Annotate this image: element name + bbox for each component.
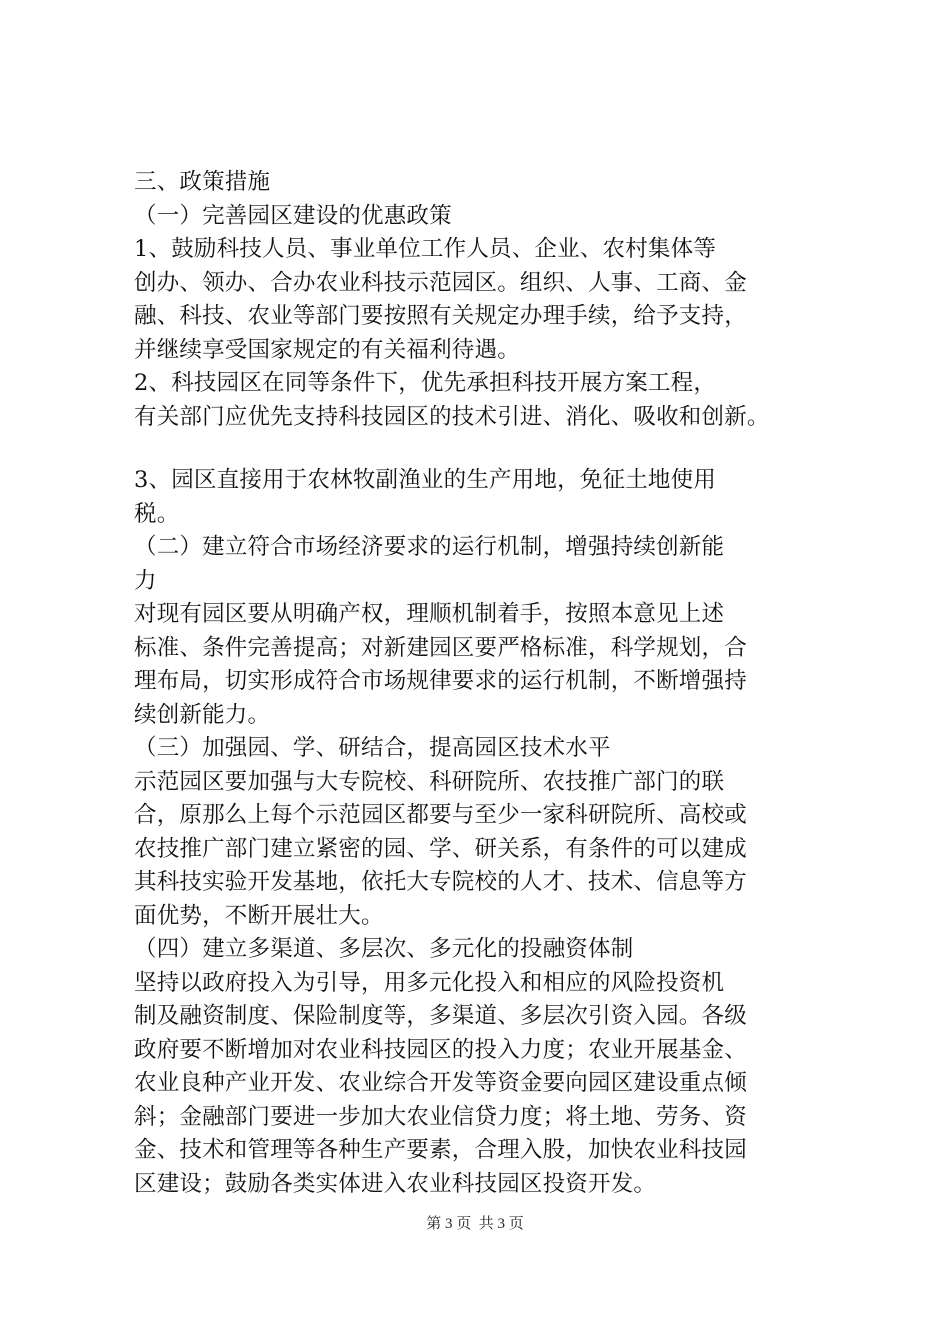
subsection-heading-2-cont: 力: [134, 567, 157, 594]
paragraph-line: 并继续享受国家规定的有关福利待遇。: [134, 336, 520, 363]
paragraph-line: 区建设；鼓励各类实体进入农业科技园区投资开发。: [134, 1170, 657, 1197]
paragraph-line: 有关部门应优先支持科技园区的技术引进、消化、吸收和创新。: [134, 403, 770, 430]
paragraph-line: 1、鼓励科技人员、事业单位工作人员、企业、农村集体等: [134, 236, 717, 262]
page-number-label: 第 3 页 共 3 页: [426, 1216, 524, 1232]
paragraph-line: 标准、条件完善提高；对新建园区要严格标准，科学规划，合: [134, 634, 747, 661]
subsection-heading-4: （四）建立多渠道、多层次、多元化的投融资体制: [134, 936, 634, 962]
paragraph-line: 税。: [134, 500, 180, 527]
paragraph-line: 其科技实验开发基地，依托大专院校的人才、技术、信息等方: [134, 869, 747, 895]
paragraph-line: 面优势，不断开展壮大。: [134, 902, 384, 929]
paragraph-line: 2、科技园区在同等条件下，优先承担科技开展方案工程，: [134, 370, 717, 396]
paragraph-line: 坚持以政府投入为引导，用多元化投入和相应的风险投资机: [134, 969, 725, 996]
subsection-heading-3: （三）加强园、学、研结合，提高园区技术水平: [134, 735, 611, 761]
paragraph-line: 合，原那么上每个示范园区都要与至少一家科研院所、高校或: [134, 802, 747, 828]
section-heading: 三、政策措施: [134, 169, 271, 195]
paragraph-line: 金、技术和管理等各种生产要素，合理入股，加快农业科技园: [134, 1137, 747, 1163]
paragraph-line: 示范园区要加强与大专院校、科研院所、农技推广部门的联: [134, 768, 725, 795]
subsection-heading-1: （一）完善园区建设的优惠政策: [134, 202, 452, 229]
paragraph-line: 农业良种产业开发、农业综合开发等资金要向园区建设重点倾: [134, 1070, 747, 1096]
paragraph-line: 斜；金融部门要进一步加大农业信贷力度；将土地、劳务、资: [134, 1103, 747, 1130]
subsection-heading-2: （二）建立符合市场经济要求的运行机制，增强持续创新能: [134, 534, 725, 560]
paragraph-line: 融、科技、农业等部门要按照有关规定办理手续，给予支持，: [134, 303, 747, 329]
paragraph-line: 政府要不断增加对农业科技园区的投入力度；农业开展基金、: [134, 1036, 747, 1063]
paragraph-line: 制及融资制度、保险制度等，多渠道、多层次引资入园。各级: [134, 1003, 747, 1029]
paragraph-line: 农技推广部门建立紧密的园、学、研关系，有条件的可以建成: [134, 835, 747, 862]
paragraph-line: 对现有园区要从明确产权，理顺机制着手，按照本意见上述: [134, 601, 725, 627]
paragraph-line: 理布局，切实形成符合市场规律要求的运行机制，不断增强持: [134, 668, 747, 694]
paragraph-line: 3、园区直接用于农林牧副渔业的生产用地，免征土地使用: [134, 467, 717, 493]
paragraph-line: 创办、领办、合办农业科技示范园区。组织、人事、工商、金: [134, 269, 747, 296]
paragraph-line: 续创新能力。: [134, 701, 271, 728]
document-body: [134, 166, 834, 1201]
page-footer: [0, 1214, 950, 1234]
